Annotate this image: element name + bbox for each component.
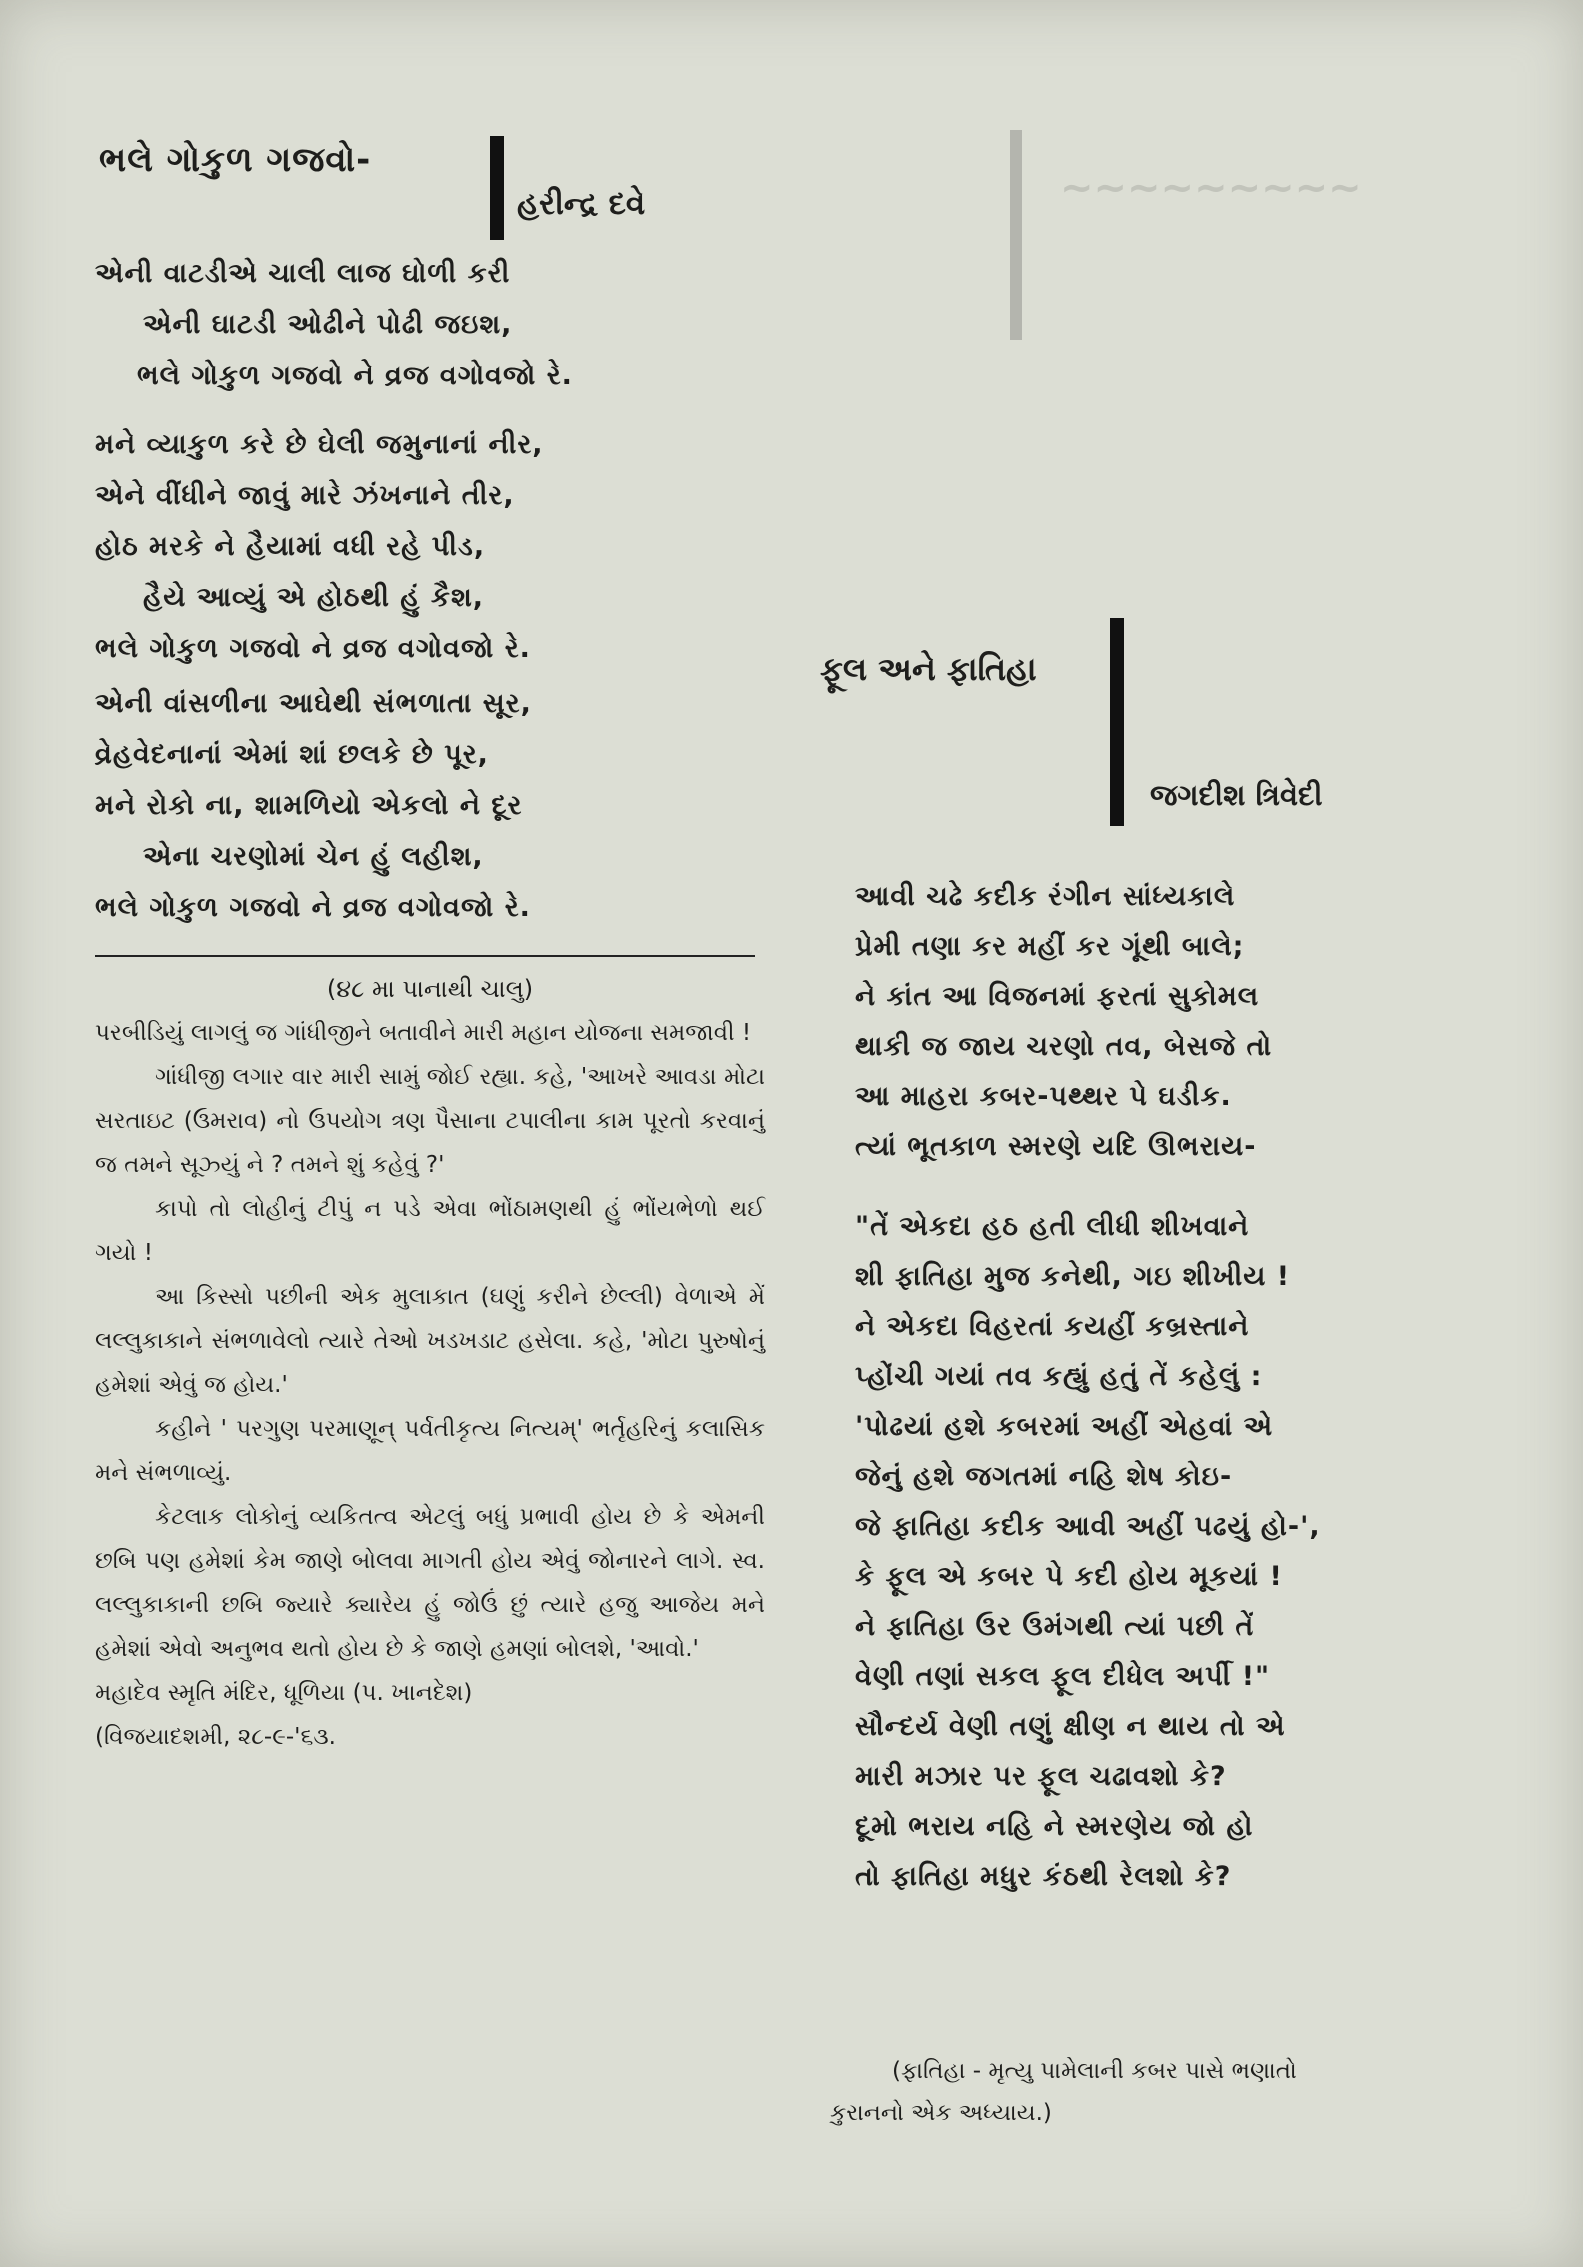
section-divider xyxy=(95,955,755,957)
poem-line: આવી ચઢે કદીક રંગીન સાંધ્યકાલે xyxy=(855,881,1236,912)
poem-line: તો ફાતિહા મધુર કંઠથી રેલશો કે? xyxy=(855,1861,1232,1892)
poem-line: 'પોઢયાં હશે કબરમાં અહીં એહવાં એ xyxy=(855,1411,1274,1442)
footnote-line: કુરાનનો એક અધ્યાય.) xyxy=(830,2100,1052,2126)
poem-line: ત્યાં ભૂતકાળ સ્મરણે યદિ ઊભરાય- xyxy=(855,1131,1257,1162)
poem-line: વેણી તણાં સકલ ફૂલ દીધેલ અર્પી !" xyxy=(855,1661,1271,1692)
poem-line: એની વાટડીએ ચાલી લાજ ઘોળી કરી xyxy=(95,258,511,289)
poem-line: સૌન્દર્ય વેણી તણું ક્ષીણ ન થાય તો એ xyxy=(855,1711,1286,1742)
poem1-stanza-3 xyxy=(95,678,765,933)
prose-paragraph: પરબીડિયું લાગલું જ ગાંધીજીને બતાવીને મારી મહાન યોજના સમજાવી ! xyxy=(95,1020,752,1046)
poem-line: ને એકદા વિહરતાં કયહીં કબ્રસ્તાને xyxy=(855,1311,1250,1342)
poem-line: થાકી જ જાય ચરણો તવ, બેસજે તો xyxy=(855,1031,1273,1062)
poem2-body xyxy=(855,872,1475,1902)
prose-paragraph: ગાંધીજી લગાર વાર મારી સામું જોઈ રહ્યા. કહે, 'આખરે આવડા મોટા સરતાઇટ (ઉમરાવ) નો ઉપયોગ ત્રણ પૈસાના ટપાલીના કામ પૂરતો કરવાનું જ તમને સૂઝ્યું ને ? તમને શું કહેવું ?' xyxy=(95,1064,765,1178)
prose-paragraph: આ કિસ્સો પછીની એક મુલાકાત (ઘણું કરીને છેલ્લી) વેળાએ મેં લલ્લુકાકાને સંભળાવેલો ત્યારે તેઓ ખડખડાટ હસેલા. કહે, 'મોટા પુરુષોનું હમેશાં એવું જ હોય.' xyxy=(95,1284,765,1398)
poem-line: દૂમો ભરાય નહિ ને સ્મરણેય જો હો xyxy=(855,1811,1254,1842)
poem2-title: ફૂલ અને ફાતિહા xyxy=(820,650,1037,688)
poem-line: પ્હોંચી ગયાં તવ કહ્યું હતું તેં કહેલું : xyxy=(855,1361,1263,1392)
continued-note: (૪૮ મા પાનાથી ચાલુ) xyxy=(326,975,534,1003)
poem2-author: જગદીશ ત્રિવેદી xyxy=(1150,778,1323,812)
poem-line: પ્રેમી તણા કર મહીં કર ગૂંથી બાલે; xyxy=(855,931,1245,962)
poem1-title: ભલે ગોકુળ ગજવો- xyxy=(99,140,372,180)
poem-line: ને ફાતિહા ઉર ઉમંગથી ત્યાં પછી તેં xyxy=(855,1611,1255,1642)
poem1-stanza-1 xyxy=(95,248,765,401)
poem1-header xyxy=(95,120,765,230)
title-divider-bar xyxy=(490,136,504,240)
poem-line: મને રોકો ના, શામળિયો એકલો ને દૂર xyxy=(95,790,523,821)
poem-line: કે ફૂલ એ કબર પે કદી હોય મૂકયાં ! xyxy=(855,1561,1283,1592)
prose-paragraph: કેટલાક લોકોનું વ્યકિતત્વ એટલું બધું પ્રભાવી હોય છે કે એમની છબિ પણ હમેશાં કેમ જાણે બોલવા માગતી હોય એવું જોનારને લાગે. સ્વ. લલ્લુકાકાની છબિ જ્યારે ક્યારેય હું જોઉં છું ત્યારે હજુ આજેય મને હમેશાં એવો અનુભવ થતો હોય છે કે જાણે હમણાં બોલશે, 'આવો.' xyxy=(95,1504,765,1662)
poem-line: એના ચરણોમાં ચેન હું લહીશ, xyxy=(143,841,484,872)
poem-line: એની વાંસળીના આઘેથી સંભળાતા સૂર, xyxy=(95,688,532,719)
signature-date: (વિજયાદશમી, ૨૮-૯-'૬૩. xyxy=(95,1724,336,1750)
poem-line: શી ફાતિહા મુજ કનેથી, ગઇ શીખીય ! xyxy=(855,1261,1291,1292)
poem-line: એને વીંધીને જાવું મારે ઝંખનાને તીર, xyxy=(95,480,515,511)
prose-paragraph: કાપો તો લોહીનું ટીપું ન પડે એવા ભોંઠામણથી હું ભોંયભેળો થઈ ગયો ! xyxy=(95,1196,765,1266)
poem2-footnote xyxy=(830,2050,1510,2134)
poem-line: ભલે ગોકુળ ગજવો ને વ્રજ વગોવજો રે. xyxy=(95,633,531,664)
poem-line: આ માહરા કબર-પથ્થર પે ઘડીક. xyxy=(855,1081,1232,1112)
stanza-gap xyxy=(855,1172,1475,1202)
signature-place: મહાદેવ સ્મૃતિ મંદિર, ધૂળિયા (પ. ખાનદેશ) xyxy=(95,1680,473,1706)
title-divider-bar xyxy=(1110,618,1124,826)
prose-article xyxy=(95,1011,765,1671)
poem-line: મને વ્યાકુળ કરે છે ઘેલી જમુનાનાં નીર, xyxy=(95,429,544,460)
poem-line: ને કાંત આ વિજનમાં ફરતાં સુકોમલ xyxy=(855,981,1260,1012)
poem-line: જે ફાતિહા કદીક આવી અહીં પઢયું હો-', xyxy=(855,1511,1321,1542)
poem-line: ભલે ગોકુળ ગજવો ને વ્રજ વગોવજો રે. xyxy=(95,892,531,923)
poem1-stanza-2 xyxy=(95,419,765,674)
poem1-author: હરીન્દ્ર દવે xyxy=(517,186,646,222)
poem-line: ભલે ગોકુળ ગજવો ને વ્રજ વગોવજો રે. xyxy=(137,360,573,391)
poem-line: હોઠ મરકે ને હૈયામાં વધી રહે પીડ, xyxy=(95,531,486,562)
poem-line: જેનું હશે જગતમાં નહિ શેષ કોઇ- xyxy=(855,1461,1233,1492)
prose-paragraph: કહીને ' પરગુણ પરમાણૂન્ પર્વતીકૃત્ય નિત્યમ્' ભર્તૃહરિનું કલાસિક મને સંભળાવ્યું. xyxy=(95,1416,765,1486)
poem-line: હૈયે આવ્યું એ હોઠથી હું કૈશ, xyxy=(143,582,485,613)
poem-line: "તેં એકદા હઠ હતી લીધી શીખવાને xyxy=(855,1211,1250,1242)
poem-line: મારી મઝાર પર ફૂલ ચઢાવશો કે? xyxy=(855,1761,1227,1792)
show-through-text: ~~~~~~~~~ xyxy=(1060,165,1362,211)
poem-line: વ્રેહવેદનાનાં એમાં શાં છલકે છે પૂર, xyxy=(95,739,489,770)
poem-line: એની ઘાટડી ઓઢીને પોઢી જઇશ, xyxy=(143,309,513,340)
footnote-line: (ફાતિહા - મૃત્યુ પામેલાની કબર પાસે ભણાતો xyxy=(892,2058,1297,2084)
show-through-bar xyxy=(1010,130,1022,340)
left-column xyxy=(95,120,765,1759)
